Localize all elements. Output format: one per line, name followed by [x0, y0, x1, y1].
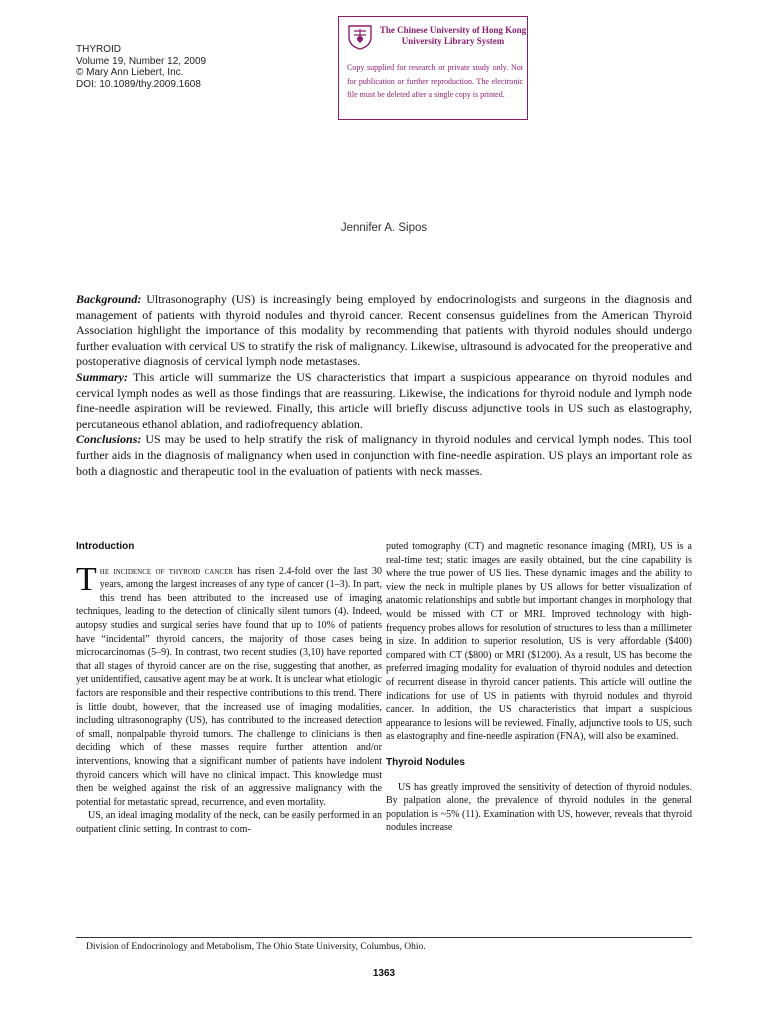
- affiliation-footnote: Division of Endocrinology and Metabolism, The Ohio State University, Columbus, Ohio.: [86, 942, 426, 952]
- author-name: Jennifer A. Sipos: [340, 222, 428, 234]
- left-column: [76, 540, 382, 836]
- abstract-summary-label: Summary:: [76, 369, 129, 384]
- opening-small-caps: he incidence of thyroid cancer: [99, 565, 234, 577]
- drop-cap: T: [76, 560, 97, 598]
- abstract-background-label: Background:: [76, 292, 142, 306]
- library-notice-box: [338, 16, 528, 120]
- abstract-background-text: Ultrasonography (US) is increasingly being employed by endocrinologists and surgeons in the diagnosis and management of patients with thyroid nodules and thyroid cancer. Recent consensus guidelines from the American Thyroid Association highlight the importance of this modality by recommending that patients with thyroid nodules should undergo further evaluation with cervical US to stratify the risk of malignancy. Likewise, ultrasound is advocated for the preoperative and postoperative diagnosis of cervical lymph node metastases.: [76, 292, 692, 369]
- abstract-background: [76, 292, 692, 370]
- journal-volume: Volume 19, Number 12, 2009: [76, 55, 207, 67]
- introduction-paragraph-2-continued: puted tomography (CT) and magnetic resonance imaging (MRI), US is a real-time test; static images are easily obtained, but the cine capability is where the true power of US lies. These dynamic images and the ability to view the neck in multiple planes by US allows for better visualization of anatomic relationships and subtle but important changes in morphology that would be missed with CT or MRI. Improved technology with high-frequency probes allows for resolution of structures to less than a millimeter in size. In addition to superior resolution, US is very affordable ($400) compared with CT ($800) or MRI ($1200). As a result, US has become the preferred imaging modality for evaluation of thyroid nodules and detection of recurrent disease in thyroid cancer patients. This article will outline the indications for use of US in patients with thyroid nodules and thyroid cancer. In addition, the US characteristics that impart a suspicious appearance to lesions will be reviewed. Finally, adjunctive tools to US, such as elastography and fine-needle aspiration (FNA), will also be examined.: [386, 541, 692, 743]
- right-column: [386, 540, 692, 835]
- thyroid-nodules-heading: Thyroid Nodules: [386, 756, 465, 768]
- abstract-conclusions-text: US may be used to help stratify the risk of malignancy in thyroid nodules and cervical lymph nodes. This tool further aids in the diagnosis of malignancy when used in conjunction with fine-needle aspiration. US plays an important role as both a diagnostic and therapeutic tool in the evaluation of patients with neck masses.: [76, 432, 692, 478]
- journal-copyright: © Mary Ann Liebert, Inc.: [76, 67, 184, 79]
- abstract-conclusions-label: Conclusions:: [76, 432, 142, 447]
- abstract-summary: [76, 370, 692, 432]
- introduction-paragraph-1: [76, 560, 382, 810]
- abstract: [76, 292, 692, 479]
- abstract-summary-text: This article will summarize the US characteristics that impart a suspicious appearance on thyroid nodules and cervical lymph nodes as well as those findings that are reassuring. Likewise, the indications for thyroid nodule and lymph node fine-needle aspiration will be reviewed. Finally, this article will briefly discuss adjunctive tools in US such as elastography, percutaneous ethanol ablation, and radiofrequency ablation.: [76, 369, 692, 431]
- library-copy-notice: Copy supplied for research or private study only. Not for publication or further reproduction. The electronic file must be deleted after a single copy is printed.: [347, 63, 523, 100]
- journal-name: THYROID: [76, 44, 121, 55]
- journal-doi: DOI: 10.1089/thy.2009.1608: [76, 78, 201, 90]
- library-name-line2: University Library System: [401, 35, 505, 46]
- university-crest-icon: [345, 23, 375, 51]
- journal-header: [76, 44, 296, 90]
- footnote-divider: [76, 937, 692, 938]
- introduction-heading: Introduction: [76, 541, 135, 552]
- introduction-paragraph-1-text: has risen 2.4-fold over the last 30 years, among the largest increases of any type of cancer (1–3). In part, this trend has been attributed to the increased use of imaging techniques, leading to the detection of clinically silent tumors (4). Indeed, autopsy studies and surgical series have found that up to 10% of patients have “incidental” thyroid cancers, the majority of those cases being microcarcinomas (5–9). In contrast, two recent studies (3,10) have reported that all stages of thyroid cancer are on the rise, suggesting that another, as yet unidentified, causative agent may be at work. It is unclear what etiologic factors are responsible and their respective contributions to this trend. There is little doubt, however, that the increased use of imaging modalities, including ultrasonography (US), has contributed to the increased detection of small, nonpalpable thyroid tumors. The challenge to clinicians is then deciding which of these masses require further attention and/or interventions, knowing that a significant number of patients have indolent thyroid cancers which will have no clinical impact. This knowledge must then be weighed against the risk of an aggressive malignancy with the potential for metastatic spread, recurrence, and even mortality.: [76, 565, 382, 808]
- library-name-line1: The Chinese University of Hong Kong: [379, 25, 527, 35]
- introduction-paragraph-2: US, an ideal imaging modality of the neck, can be easily performed in an outpatient clinic setting. In contrast to com-: [76, 810, 382, 835]
- thyroid-nodules-paragraph-1: US has greatly improved the sensitivity of detection of thyroid nodules. By palpation alone, the prevalence of thyroid nodules in the general population is ~5% (11). Examination with US, however, reveals that thyroid nodules increase: [386, 781, 692, 834]
- page-number: 1363: [372, 968, 396, 979]
- abstract-conclusions: [76, 432, 692, 479]
- library-name: [379, 25, 527, 46]
